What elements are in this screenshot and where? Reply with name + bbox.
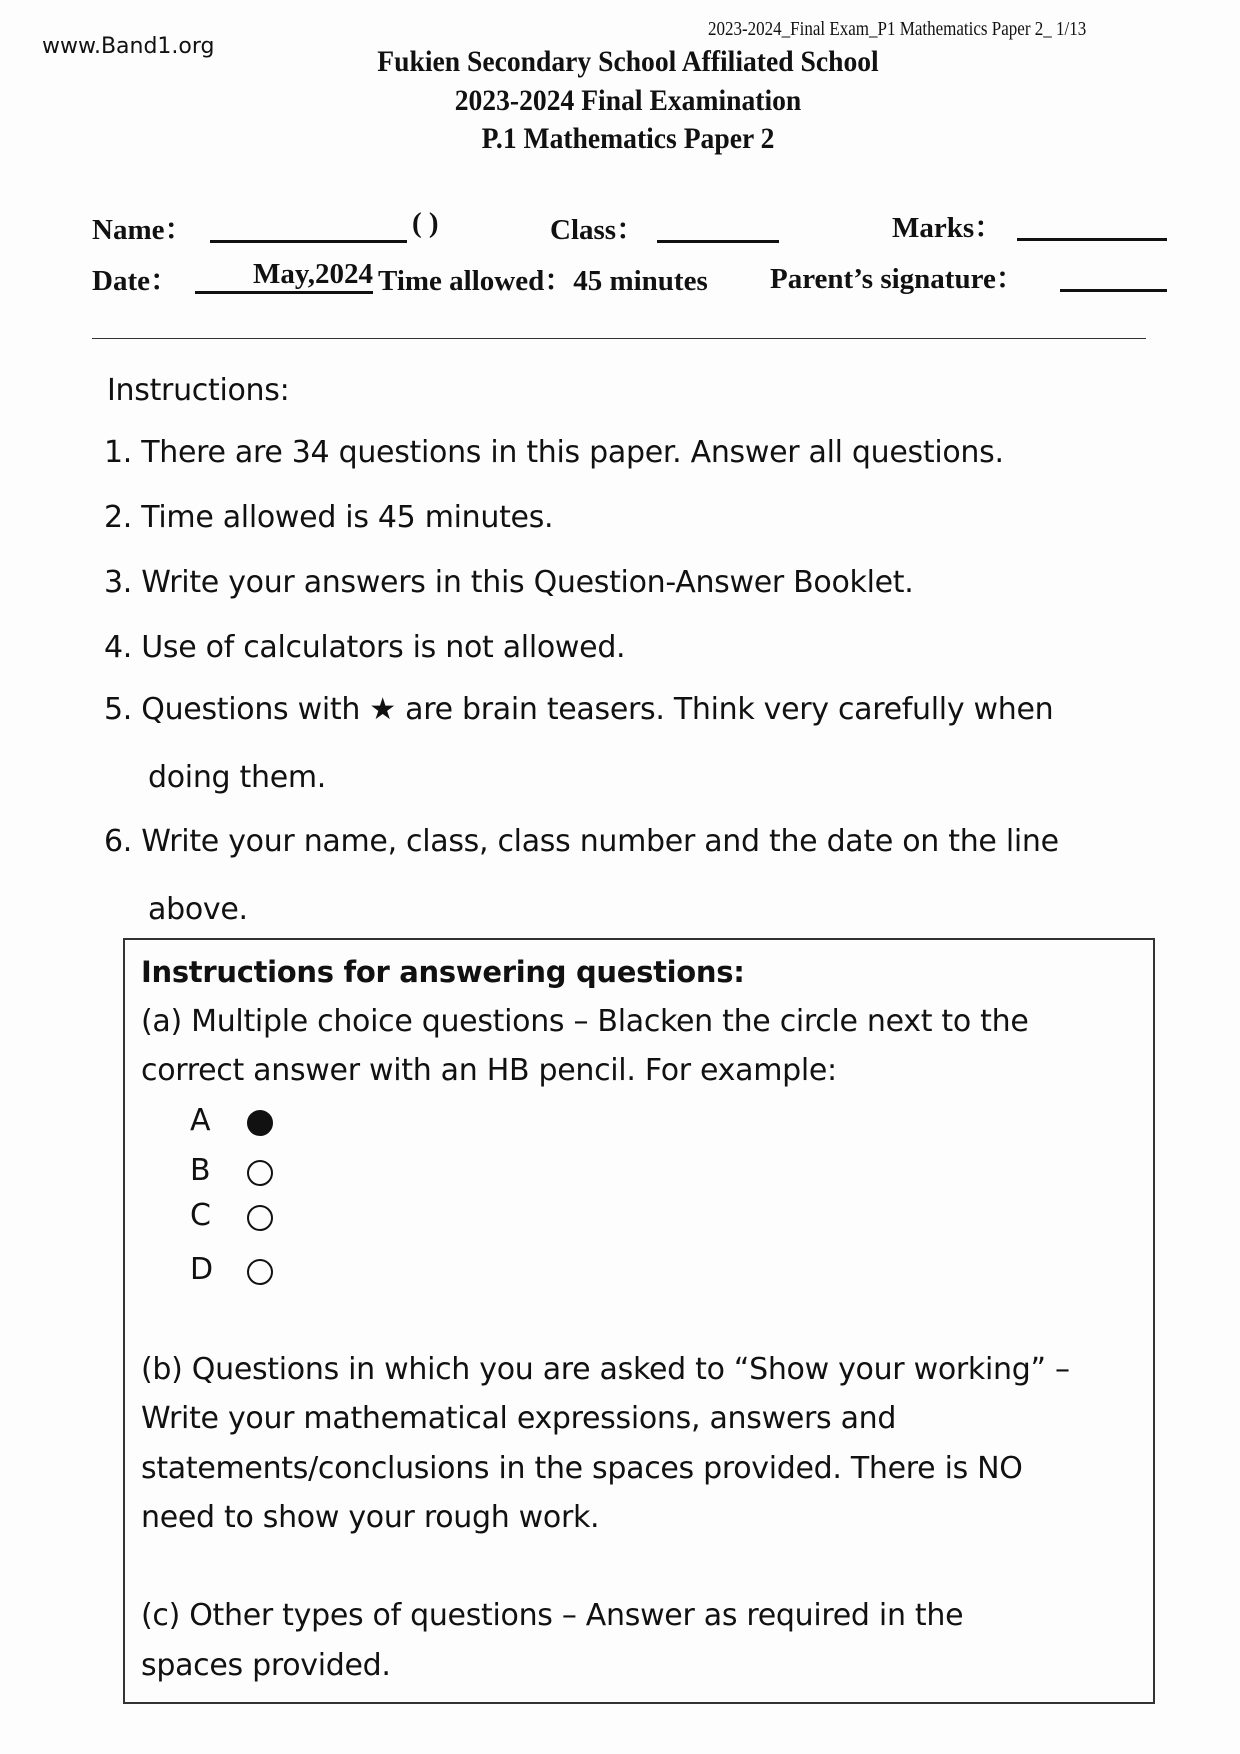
answering-c-line1: (c) Other types of questions – Answer as required in the (141, 1598, 964, 1633)
time-allowed: Time allowed：45 minutes (378, 265, 708, 297)
school-name: Fukien Secondary School Affiliated School (377, 45, 879, 78)
instruction-3: 3. Write your answers in this Question-Answer Booklet. (104, 565, 914, 600)
running-header: 2023-2024_Final Exam_P1 Mathematics Paper 2_ 1/13 (708, 18, 1087, 40)
marks-field[interactable] (1017, 238, 1167, 241)
class-label: Class： (550, 214, 646, 246)
instruction-6: 6. Write your name, class, class number and the date on the line (104, 824, 1059, 859)
paper-title: P.1 Mathematics Paper 2 (481, 122, 775, 155)
class-number-field[interactable]: ( ) (412, 207, 439, 239)
signature-field[interactable] (1060, 289, 1167, 292)
watermark: www.Band1.org (42, 34, 215, 59)
class-field[interactable] (657, 240, 779, 243)
date-value: May,2024 (252, 258, 373, 290)
answering-a-line1: (a) Multiple choice questions – Blacken the circle next to the (141, 1004, 1029, 1039)
option-a-filled-circle (247, 1110, 273, 1136)
answering-b-line3: statements/conclusions in the spaces provided. There is NO (141, 1451, 1023, 1486)
instructions-heading: Instructions: (107, 373, 290, 408)
answering-heading: Instructions for answering questions: (141, 955, 745, 989)
instruction-5-cont: doing them. (148, 760, 327, 795)
option-b-circle (247, 1160, 273, 1186)
instruction-1: 1. There are 34 questions in this paper. Answer all questions. (104, 435, 1004, 470)
option-c-label: C (190, 1198, 211, 1233)
option-d-circle (247, 1259, 273, 1285)
answering-c-line2: spaces provided. (141, 1648, 391, 1683)
marks-label: Marks： (892, 212, 1004, 244)
divider (92, 338, 1146, 339)
answering-b-line4: need to show your rough work. (141, 1500, 600, 1535)
instruction-4: 4. Use of calculators is not allowed. (104, 630, 626, 665)
instruction-2: 2. Time allowed is 45 minutes. (104, 500, 554, 535)
option-a-label: A (190, 1103, 211, 1138)
signature-label: Parent’s signature： (770, 263, 1025, 295)
exam-title: 2023-2024 Final Examination (454, 84, 802, 117)
option-d-label: D (190, 1252, 213, 1287)
name-label: Name： (92, 214, 194, 246)
answering-b-line1: (b) Questions in which you are asked to “Show your working” – (141, 1352, 1070, 1387)
answering-a-line2: correct answer with an HB pencil. For example: (141, 1053, 837, 1088)
date-label: Date： (92, 265, 179, 297)
answering-b-line2: Write your mathematical expressions, answers and (141, 1401, 897, 1436)
date-field[interactable] (195, 258, 373, 294)
name-field[interactable] (210, 240, 407, 243)
option-c-circle (247, 1205, 273, 1231)
option-b-label: B (190, 1153, 211, 1188)
instruction-5: 5. Questions with ★ are brain teasers. Think very carefully when (104, 692, 1054, 727)
instruction-6-cont: above. (148, 892, 248, 927)
